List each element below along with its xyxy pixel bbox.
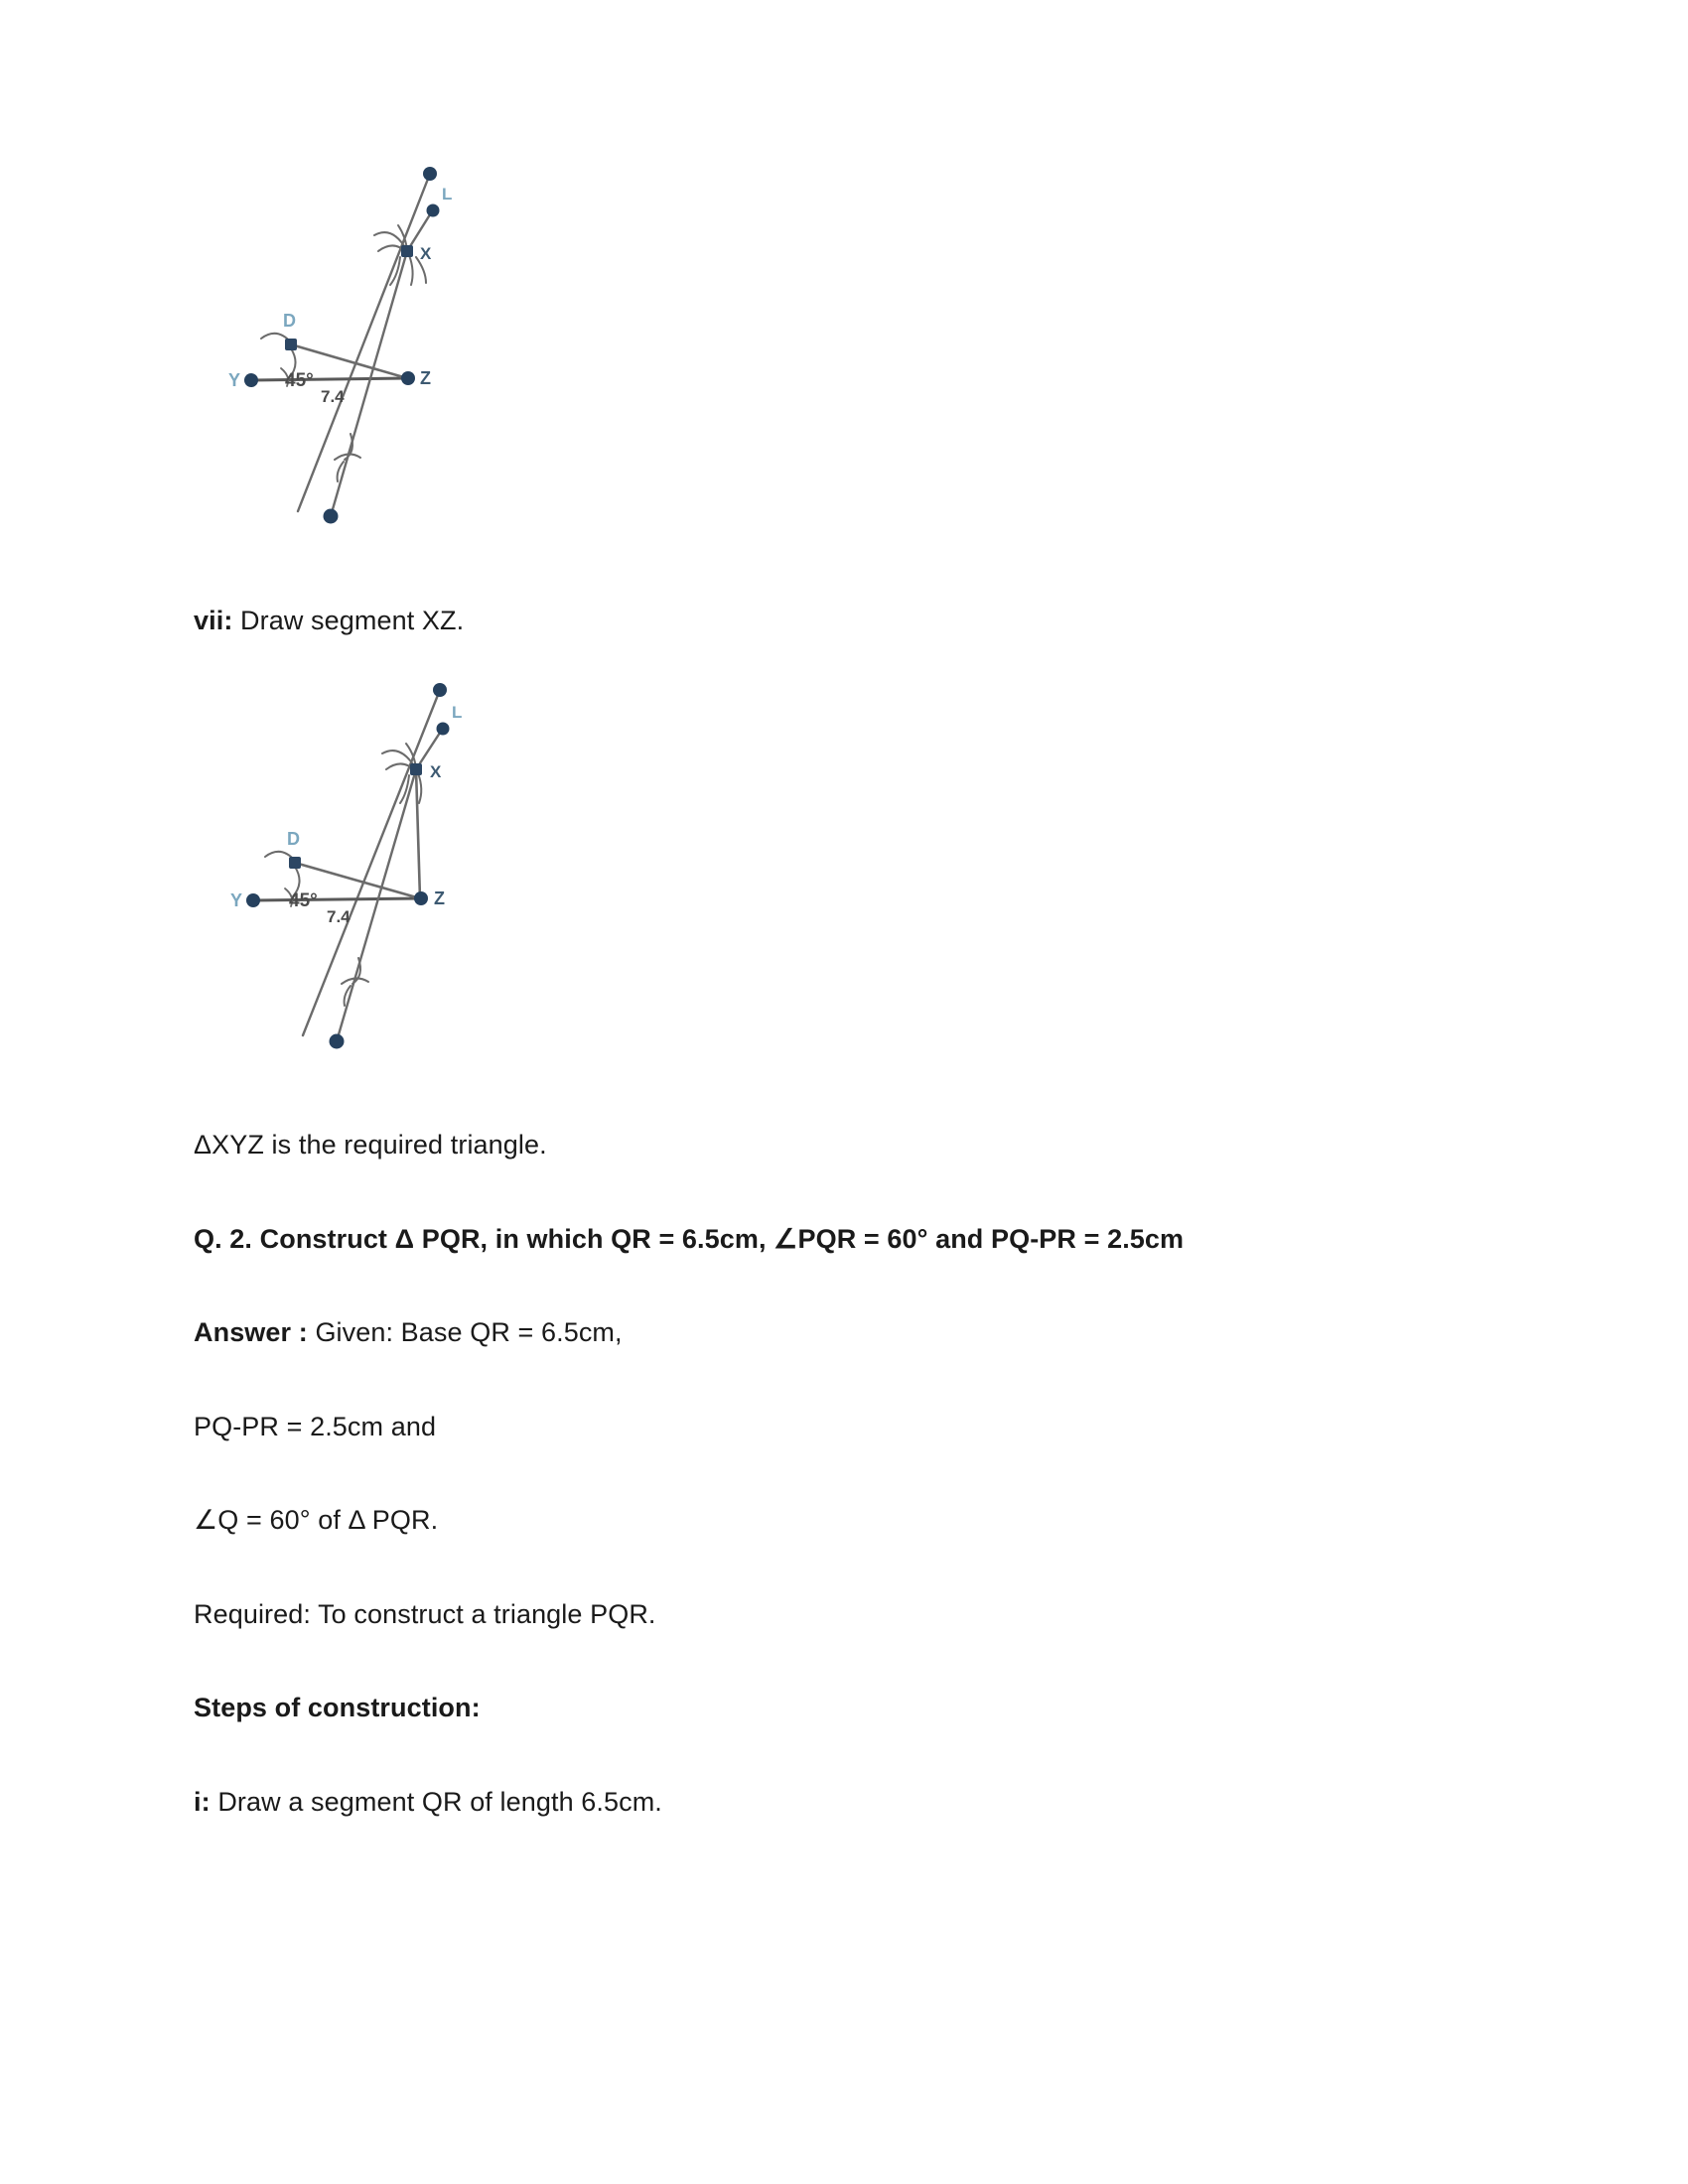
perpendicular-bisector-line bbox=[331, 251, 407, 516]
segment-yz bbox=[253, 898, 420, 900]
figure-two-label-d: D bbox=[287, 829, 300, 850]
point-bottom-end bbox=[330, 1034, 345, 1049]
figure-one bbox=[204, 164, 1504, 551]
answer-line-two: PQ-PR = 2.5cm and bbox=[194, 1411, 437, 1441]
step-i-text: Draw a segment QR of length 6.5cm. bbox=[217, 1786, 662, 1817]
point-d bbox=[285, 339, 297, 350]
step-vii-text: Draw segment XZ. bbox=[240, 606, 465, 635]
figure-two-length-label: 7.4 bbox=[327, 907, 351, 927]
point-d bbox=[289, 857, 301, 869]
perpendicular-bisector-line bbox=[337, 769, 416, 1041]
point-z bbox=[401, 371, 415, 385]
point-top-end bbox=[433, 683, 447, 697]
segment-xz bbox=[416, 769, 420, 898]
arc-x-4 bbox=[418, 773, 421, 803]
point-z bbox=[414, 891, 428, 905]
spacer-after-figure-two bbox=[194, 1075, 1504, 1127]
spacer-before-question bbox=[194, 1163, 1504, 1221]
spacer-e bbox=[194, 1726, 1504, 1784]
spacer-b bbox=[194, 1444, 1504, 1502]
figure-one-angle-label: 45° bbox=[285, 370, 314, 391]
figure-two-angle-label: 45° bbox=[289, 890, 318, 912]
answer-given-text: Given: Base QR = 6.5cm, bbox=[315, 1317, 623, 1348]
answer-required-line: Required: To construct a triangle PQR. bbox=[194, 1598, 656, 1629]
figure-one-label-x: X bbox=[420, 244, 432, 263]
answer-label: Answer : bbox=[194, 1317, 308, 1348]
figure-two-canvas bbox=[204, 678, 581, 1075]
figure-two-label-y: Y bbox=[230, 890, 243, 911]
figure-two-label-z: Z bbox=[434, 888, 445, 909]
segment-yz bbox=[251, 378, 407, 380]
spacer-d bbox=[194, 1632, 1504, 1690]
steps-of-construction-heading: Steps of construction: bbox=[194, 1693, 481, 1723]
step-i-label: i: bbox=[194, 1786, 211, 1817]
step-i-line bbox=[194, 1784, 1504, 1820]
answer-given-line bbox=[194, 1314, 1504, 1350]
point-y bbox=[244, 373, 258, 387]
spacer-after-figure-one bbox=[194, 551, 1504, 603]
page-content bbox=[194, 0, 1504, 1820]
question-heading: Q. 2. Construct Δ PQR, in which QR = 6.5cm, ∠PQR = 60° and PQ-PR = 2.5cm bbox=[194, 1223, 1185, 1254]
point-l bbox=[427, 205, 440, 217]
answer-line-three: ∠Q = 60° of Δ PQR. bbox=[194, 1505, 439, 1536]
figure-two-label-x: X bbox=[430, 762, 442, 782]
step-vii-label: vii: bbox=[194, 606, 233, 635]
point-bottom-end bbox=[324, 509, 339, 524]
spacer-a bbox=[194, 1351, 1504, 1409]
point-y bbox=[246, 893, 260, 907]
figure-one-label-y: Y bbox=[228, 370, 241, 390]
point-x bbox=[410, 763, 422, 775]
figure-one-label-l: L bbox=[442, 185, 453, 204]
figure-one-canvas bbox=[204, 164, 561, 551]
point-l bbox=[437, 723, 450, 736]
conclusion-line: ΔXYZ is the required triangle. bbox=[194, 1130, 547, 1160]
arc-x-4 bbox=[409, 255, 413, 285]
figure-two-label-l: L bbox=[452, 703, 463, 723]
point-top-end bbox=[423, 167, 437, 181]
spacer-before-answer bbox=[194, 1257, 1504, 1314]
point-x bbox=[401, 245, 413, 257]
spacer-c bbox=[194, 1539, 1504, 1596]
figure-one-length-label: 7.4 bbox=[321, 387, 345, 406]
figure-one-label-z: Z bbox=[420, 368, 431, 388]
figure-one-label-d: D bbox=[283, 311, 296, 331]
step-vii-line bbox=[194, 603, 1504, 638]
figure-two bbox=[204, 678, 1504, 1075]
ray-yl-line bbox=[298, 174, 430, 511]
